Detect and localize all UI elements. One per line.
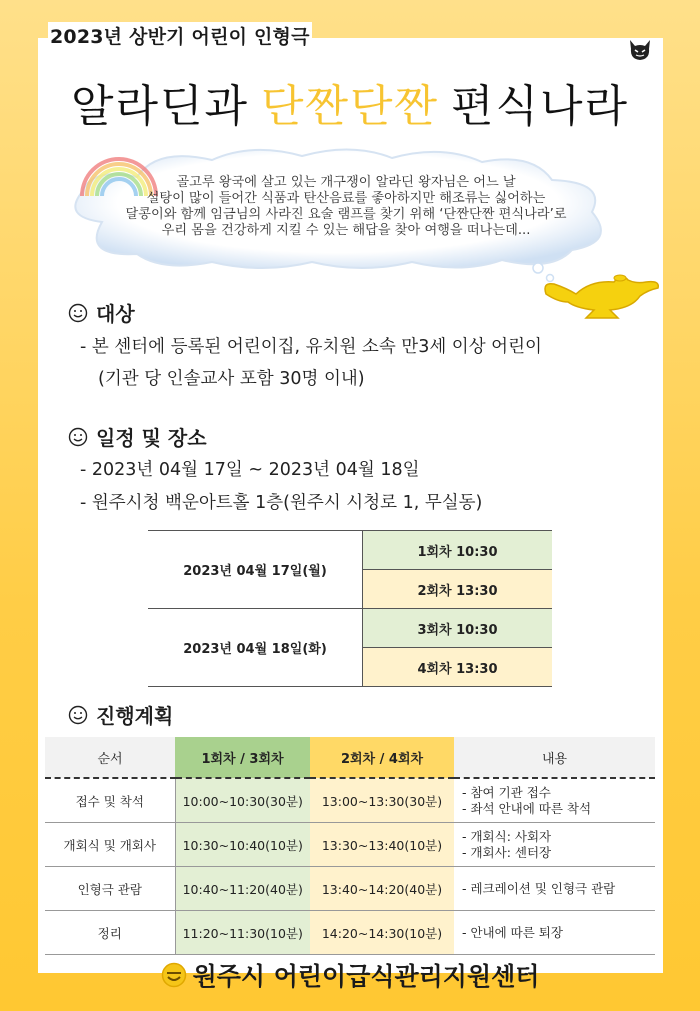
plan-time-pm: 13:30~13:40(10분) (310, 823, 454, 867)
section-plan-heading (68, 700, 173, 729)
plan-time-pm: 13:40~14:20(40분) (310, 867, 454, 911)
column-header: 내용 (454, 737, 655, 778)
smiley-icon (68, 303, 88, 323)
table-header-row (45, 737, 655, 778)
target-note: (기관 당 인솔교사 포함 30명 이내) (98, 369, 365, 389)
title-part2: 편식나라 (451, 81, 630, 132)
schedule-dates: - 2023년 04월 17일 ~ 2023년 04월 18일 (80, 460, 420, 480)
column-header: 1회차 / 3회차 (175, 737, 310, 778)
plan-desc (454, 911, 655, 955)
devil-icon (627, 37, 653, 63)
session-time: 2회차 13:30 (363, 570, 553, 609)
session-date: 2023년 04월 17일(월) (148, 531, 363, 609)
desc-line: - 안내에 따른 퇴장 (462, 924, 563, 940)
event-label: 2023년 상반기 어린이 인형극 (48, 22, 312, 49)
org-name: 원주시 어린이급식관리지원센터 (192, 962, 540, 991)
column-header: 2회차 / 4회차 (310, 737, 454, 778)
desc-line: - 참여 기관 접수 (462, 784, 551, 800)
smiley-logo-icon (161, 962, 187, 988)
plan-step: 인형극 관람 (45, 867, 175, 911)
intro-line: 달콩이와 함께 임금님의 사라진 요술 램프를 찾기 위해 ‘단짠단짠 편식나라’로 (125, 207, 567, 222)
smiley-icon (68, 705, 88, 725)
intro-line: 설탕이 많이 들어간 식품과 탄산음료를 좋아하지만 해조류는 싫어하는 (146, 191, 546, 206)
plan-table (45, 737, 655, 955)
intro-story (96, 175, 596, 239)
footer-organization (0, 957, 700, 993)
table-row (148, 531, 552, 570)
session-time: 4회차 13:30 (363, 648, 553, 687)
intro-line: 우리 몸을 건강하게 지킬 수 있는 해답을 찾아 여행을 떠나는데... (161, 223, 531, 238)
plan-time-am: 10:00~10:30(30분) (175, 778, 310, 823)
desc-line: - 레크레이션 및 인형극 관람 (462, 880, 616, 896)
table-row (45, 911, 655, 955)
column-header: 순서 (45, 737, 175, 778)
target-line: - 본 센터에 등록된 어린이집, 유치원 소속 만3세 이상 어린이 (80, 337, 542, 357)
section-title: 대상 (96, 302, 135, 326)
schedule-table (148, 530, 552, 687)
title-highlight: 단짠단짠 (260, 81, 439, 132)
section-schedule-heading (68, 422, 207, 451)
plan-desc (454, 778, 655, 823)
plan-desc (454, 823, 655, 867)
schedule-place: - 원주시청 백운아트홀 1층(원주시 시청로 1, 무실동) (80, 493, 483, 513)
section-target-heading (68, 298, 135, 327)
title-part1: 알라딘과 (70, 81, 249, 132)
magic-lamp-icon (536, 262, 664, 324)
smiley-icon (68, 427, 88, 447)
poster-title (0, 70, 700, 134)
desc-line: - 좌석 안내에 따른 착석 (462, 800, 592, 816)
table-row (45, 778, 655, 823)
desc-line: - 개회사: 센터장 (462, 844, 552, 860)
intro-line: 골고루 왕국에 살고 있는 개구쟁이 알라딘 왕자님은 어느 날 (176, 175, 516, 190)
plan-time-am: 10:30~10:40(10분) (175, 823, 310, 867)
plan-time-pm: 14:20~14:30(10분) (310, 911, 454, 955)
plan-desc (454, 867, 655, 911)
table-row (45, 823, 655, 867)
section-title: 일정 및 장소 (96, 426, 207, 450)
table-row (45, 867, 655, 911)
table-row (148, 609, 552, 648)
session-time: 1회차 10:30 (363, 531, 553, 570)
plan-time-am: 11:20~11:30(10분) (175, 911, 310, 955)
plan-step: 개회식 및 개회사 (45, 823, 175, 867)
session-date: 2023년 04월 18일(화) (148, 609, 363, 687)
plan-time-am: 10:40~11:20(40분) (175, 867, 310, 911)
plan-step: 접수 및 착석 (45, 778, 175, 823)
section-title: 진행계획 (96, 704, 174, 728)
desc-line: - 개회식: 사회자 (462, 828, 552, 844)
session-time: 3회차 10:30 (363, 609, 553, 648)
plan-time-pm: 13:00~13:30(30분) (310, 778, 454, 823)
plan-step: 정리 (45, 911, 175, 955)
